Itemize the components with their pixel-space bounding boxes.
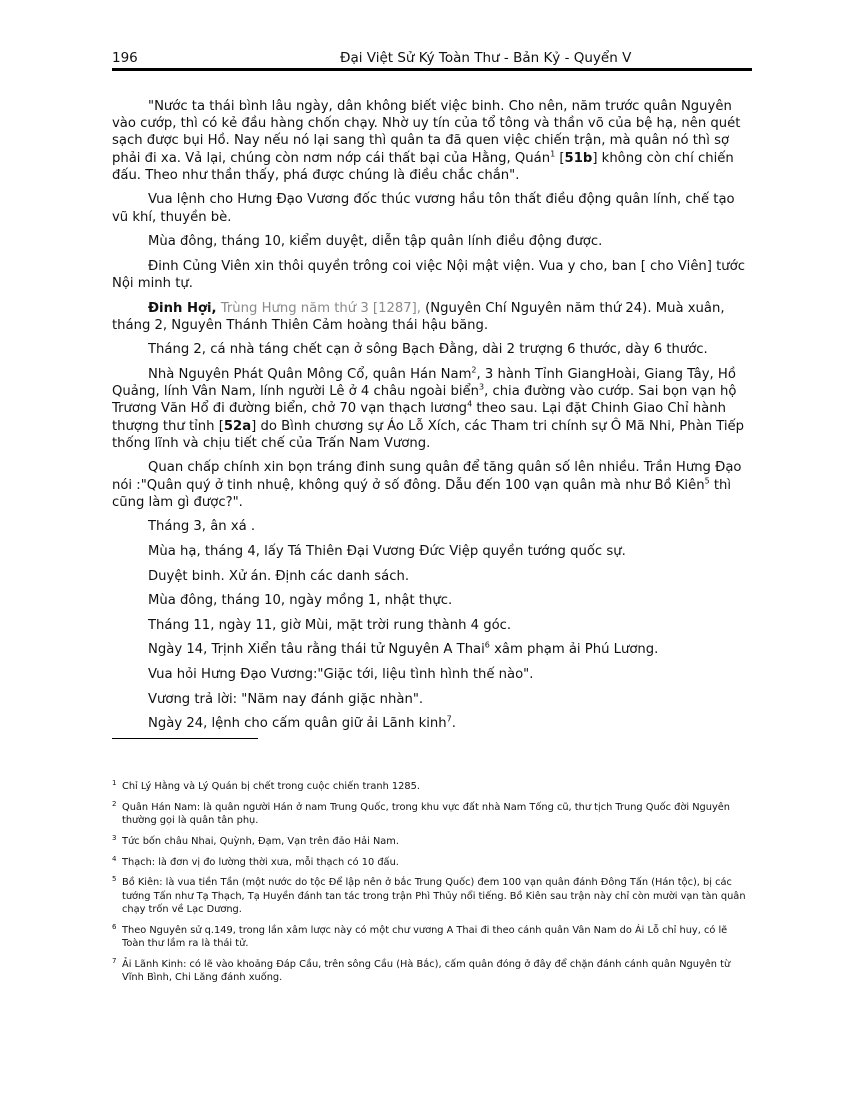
paragraph xyxy=(112,715,752,732)
paragraph: Đinh Củng Viên xin thôi quyền trông coi việc Nội mật viện. Vua y cho, ban [ cho Viên] tước Nội minh tự. xyxy=(112,258,745,291)
paragraph: Vua hỏi Hưng Đạo Vương:"Giặc tới, liệu tình hình thế nào". xyxy=(148,666,534,682)
footnote-text: Thạch: là đơn vị đo lường thời xưa, mỗi thạch có 10 đấu. xyxy=(122,856,399,868)
footnote-mark: 3 xyxy=(112,833,117,842)
paragraph: Tháng 11, ngày 11, giờ Mùi, mặt trời rung thành 4 góc. xyxy=(148,617,512,633)
paragraph: Vua lệnh cho Hưng Đạo Vương đốc thúc vương hầu tôn thất điều động quân lính, chế tạo vũ khí, thuyền bè. xyxy=(112,192,735,225)
paragraph-text: , 3 hành Tỉnh GiangHoài, Giang Tây, Hồ Quảng, lính Vân Nam, lính người Lê ở 4 châu ngoài biển xyxy=(112,366,736,400)
page-number: 196 xyxy=(112,50,138,66)
footnote-ref: 1 xyxy=(550,149,556,159)
footnote-mark: 2 xyxy=(112,799,117,808)
footnote-text: Tức bốn châu Nhai, Quỳnh, Đạm, Vạn trên đảo Hải Nam. xyxy=(122,835,399,847)
reign-year: Trùng Hưng năm thứ 3 [1287], xyxy=(216,300,426,316)
footnote-ref: 2 xyxy=(471,365,477,375)
paragraph-text: theo sau. Lại đặt Chinh Giao Chỉ hành thượng thư tỉnh [ xyxy=(112,401,726,434)
paragraph: Duyệt binh. Xử án. Định các danh sách. xyxy=(148,568,410,584)
paragraph: Mùa hạ, tháng 4, lấy Tá Thiên Đại Vương Đức Việp quyền tướng quốc sự. xyxy=(148,543,626,559)
paragraph-text: ] không còn chí chiến đấu. Theo như thần thấy, phá được chúng là điều chắc chắn". xyxy=(112,150,734,183)
footnote-mark: 7 xyxy=(112,956,117,965)
paragraph xyxy=(112,300,752,334)
folio-marker: 52a xyxy=(223,418,252,434)
paragraph: Mùa đông, tháng 10, ngày mồng 1, nhật thực. xyxy=(148,593,453,609)
paragraph xyxy=(112,98,752,184)
paragraph xyxy=(112,459,752,511)
paragraph-text: xâm phạm ải Phú Lương. xyxy=(489,642,659,658)
paragraph-text: thì cũng làm gì được?". xyxy=(112,477,732,510)
running-title: Đại Việt Sử Ký Toàn Thư - Bản Kỷ - Quyển V xyxy=(340,50,632,66)
footnote-text: Bồ Kiên: là vua tiền Tần (một nước do tộc Để lập nên ở bắc Trung Quốc) đem 100 vạn quân đánh Đông Tấn (Hán tộc), bị các tướng Tấn như Tạ Thạch, Tạ Huyền đánh tan tác trong trận Phì Thủy nổi tiếng. Bồ Kiên sau trận này chỉ còn mười vạn tàn quân chạy trốn về Lạc Dương. xyxy=(122,877,746,916)
body-text xyxy=(112,98,752,740)
paragraph-text: ] do Bình chương sự Áo Lỗ Xích, các Tham tri chính sự Ô Mã Nhi, Phàn Tiếp thống lĩnh và chịu tiết chế của Trấn Nam Vương. xyxy=(112,418,745,451)
footnote xyxy=(112,924,752,951)
paragraph-text: . xyxy=(451,716,456,732)
page-header xyxy=(112,48,752,68)
paragraph-text: "Nước ta thái bình lâu ngày, dân không biết việc binh. Cho nên, năm trước quân Nguyên vào cướp, thì có kẻ đầu hàng chốn chạy. Nhờ uy tín của tổ tông và thần võ của bệ hạ, nên quét sạch được bụi Hồ. Nay nếu nó lại sang thì quân ta đã quen việc chiến trận, mà quân nó thì sợ phải đi xa. Vả lại, chúng còn nơm nớp cái thất bại của Hằng, Quán xyxy=(112,99,741,166)
paragraph-text: , chia đường vào cướp. Sai bọn vạn hộ Trương Văn Hổ đi đường biển, chở 70 vạn thạch lương xyxy=(112,384,737,417)
paragraph-text: Nhà Nguyên Phát Quân Mông Cổ, quân Hán Nam xyxy=(148,366,472,382)
paragraph-text: Quan chấp chính xin bọn tráng đinh sung quân để tăng quân số lên nhiều. Trần Hưng Đạo nói :"Quân quý ở tinh nhuệ, không quý ở số đông. Dẫu đến 100 vạn quân mà như Bồ Kiên xyxy=(112,460,742,493)
footnote-separator xyxy=(112,738,258,739)
footnote xyxy=(112,856,752,869)
footnote xyxy=(112,780,752,793)
paragraph: Mùa đông, tháng 10, kiểm duyệt, diễn tập quân lính điều động được. xyxy=(148,234,603,250)
footnote xyxy=(112,835,752,848)
footnote-ref: 4 xyxy=(467,400,473,409)
paragraph-text: Ngày 14, Trịnh Xiển tâu rằng thái tử Nguyên A Thai xyxy=(148,642,485,658)
footnote-mark: 4 xyxy=(112,854,117,863)
footnote-mark: 1 xyxy=(112,779,117,787)
footnote xyxy=(112,876,752,916)
footnotes xyxy=(112,780,752,992)
paragraph-text: (Nguyên Chí Nguyên năm thứ 24). Muà xuân, tháng 2, Nguyên Thánh Thiên Cảm hoàng thái hậu băng. xyxy=(112,300,725,333)
footnote-text: Chỉ Lý Hằng và Lý Quán bị chết trong cuộc chiến tranh 1285. xyxy=(122,781,420,792)
footnote xyxy=(112,801,752,828)
footnote-mark: 5 xyxy=(112,875,117,884)
footnote-text: Theo Nguyên sử q.149, trong lần xâm lược này có một chư vương A Thai đi theo cánh quân Vân Nam do Ái Lỗ chỉ huy, có lẽ Toàn thư lầm ra là thái tử. xyxy=(122,924,728,950)
paragraph-text: Ngày 24, lệnh cho cấm quân giữ ải Lãnh kinh xyxy=(148,716,447,732)
header-rule xyxy=(112,68,752,71)
paragraph: Tháng 3, ân xá . xyxy=(148,519,256,535)
footnote-text: Ải Lãnh Kinh: có lẽ vào khoảng Đáp Cầu, trên sông Cầu (Hà Bắc), cấm quân đóng ở đây để chặn đánh cánh quân Nguyên từ Vĩnh Bình, Chi Lăng đánh xuống. xyxy=(122,958,731,984)
paragraph: Vương trả lời: "Năm nay đánh giặc nhàn". xyxy=(148,691,424,707)
paragraph xyxy=(112,366,752,452)
footnote-ref: 7 xyxy=(446,714,452,724)
paragraph-text: [ xyxy=(555,150,565,166)
paragraph xyxy=(112,641,752,658)
footnote-ref: 5 xyxy=(704,476,710,486)
footnote-ref: 6 xyxy=(484,640,490,650)
paragraph: Tháng 2, cá nhà táng chết cạn ở sông Bạch Đằng, dài 2 trượng 6 thước, dày 6 thước. xyxy=(148,342,708,358)
year-heading: Đinh Hợi, xyxy=(148,300,217,316)
folio-marker: 51b xyxy=(564,150,593,166)
footnote xyxy=(112,958,752,985)
footnote-mark: 6 xyxy=(112,922,117,931)
footnote-ref: 3 xyxy=(478,382,485,392)
footnote-text: Quân Hán Nam: là quân người Hán ở nam Trung Quốc, trong khu vực đất nhà Nam Tống cũ, thư tịch Trung Quốc đời Nguyên thường gọi là quân tân phụ. xyxy=(122,801,730,827)
